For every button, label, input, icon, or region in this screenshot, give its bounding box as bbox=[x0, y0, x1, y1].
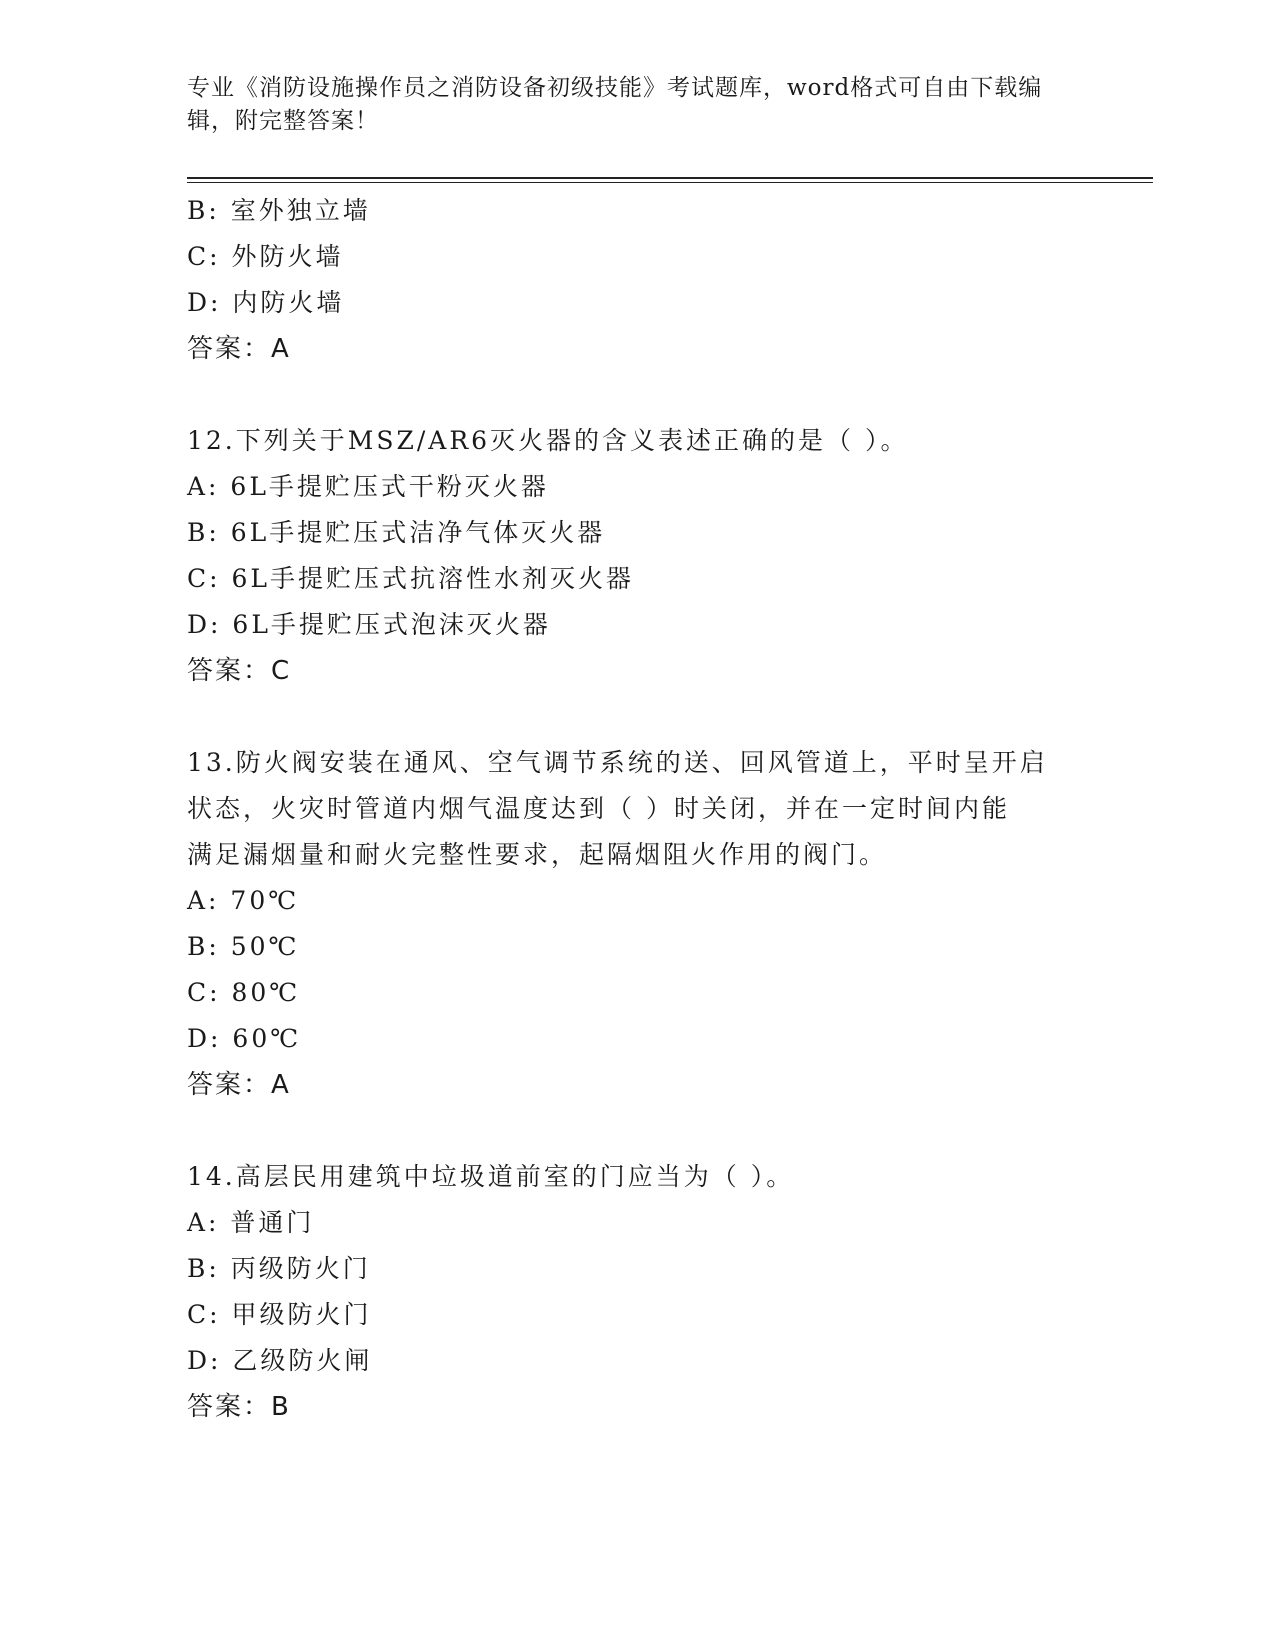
option-b: B: 丙级防火门 bbox=[187, 1254, 371, 1283]
document-header: 专业《消防设施操作员之消防设备初级技能》考试题库，word格式可自由下载编辑，附完整答案！ bbox=[187, 75, 1043, 134]
option-d: D: 内防火墙 bbox=[187, 288, 345, 317]
spacer bbox=[187, 372, 1087, 418]
option-a: A: 70℃ bbox=[187, 886, 300, 915]
option-c: C: 甲级防火门 bbox=[187, 1300, 372, 1329]
answer-line: 答案：C bbox=[187, 656, 292, 686]
option-c: C: 80℃ bbox=[187, 978, 301, 1007]
option-c: C: 外防火墙 bbox=[187, 242, 344, 271]
option-a: A: 普通门 bbox=[187, 1208, 315, 1237]
option-b: B: 50℃ bbox=[187, 932, 300, 961]
option-c: C: 6L手提贮压式抗溶性水剂灭火器 bbox=[187, 564, 635, 593]
header-divider-thin bbox=[187, 182, 1153, 183]
spacer bbox=[187, 694, 1087, 740]
option-b: B: 6L手提贮压式洁净气体灭火器 bbox=[187, 518, 606, 547]
option-d: D: 60℃ bbox=[187, 1024, 302, 1053]
option-d: D: 6L手提贮压式泡沫灭火器 bbox=[187, 610, 551, 639]
question-content bbox=[187, 188, 1087, 1430]
option-d: D: 乙级防火闸 bbox=[187, 1346, 373, 1375]
option-b: B: 室外独立墙 bbox=[187, 196, 371, 225]
answer-line: 答案：A bbox=[187, 1070, 291, 1100]
spacer bbox=[187, 1108, 1087, 1154]
question-13-text-line-2: 状态，火灾时管道内烟气温度达到（ ）时关闭，并在一定时间内能 bbox=[187, 794, 1010, 823]
question-12-text: 12.下列关于MSZ/AR6灭火器的含义表述正确的是（ ）。 bbox=[187, 426, 909, 455]
option-a: A: 6L手提贮压式干粉灭火器 bbox=[187, 472, 549, 501]
answer-line: 答案：B bbox=[187, 1392, 291, 1422]
header-divider-thick bbox=[187, 177, 1153, 179]
question-13-text-line-1: 13.防火阀安装在通风、空气调节系统的送、回风管道上，平时呈开启 bbox=[187, 748, 1048, 777]
question-13-text-line-3: 满足漏烟量和耐火完整性要求，起隔烟阻火作用的阀门。 bbox=[187, 840, 888, 869]
question-14-text: 14.高层民用建筑中垃圾道前室的门应当为（ ）。 bbox=[187, 1162, 795, 1191]
answer-line: 答案：A bbox=[187, 334, 291, 364]
